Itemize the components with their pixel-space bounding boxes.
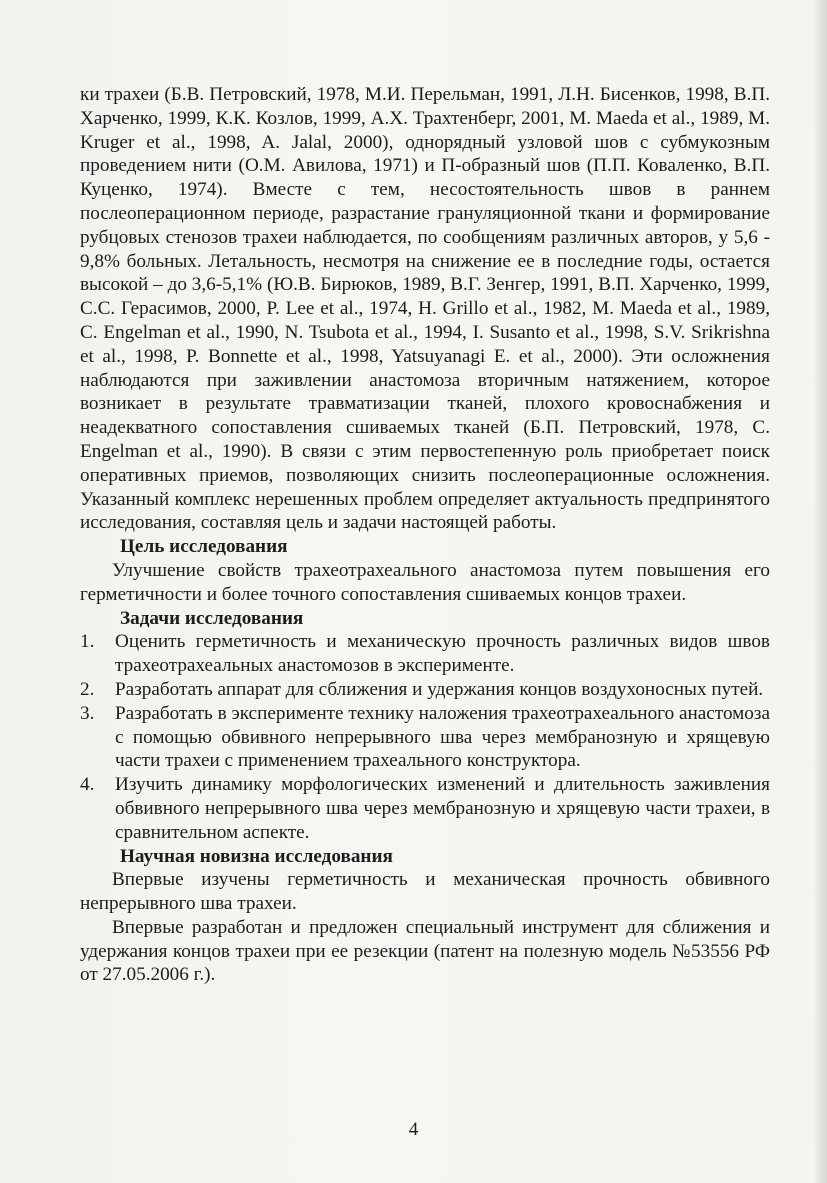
goal-paragraph: Улучшение свойств трахеотрахеального анастомоза путем повышения его герметичности и более точного сопоставления сшиваемых концов трахеи.: [80, 559, 770, 605]
page-number: 4: [408, 1119, 419, 1140]
novelty-heading: Научная новизна исследования: [120, 845, 393, 867]
intro-paragraph: ки трахеи (Б.В. Петровский, 1978, М.И. Перельман, 1991, Л.Н. Бисенков, 1998, В.П. Харченко, 1999, К.К. Козлов, 1999, А.Х. Трахтенберг, 2001, M. Maeda et al., 1989, M. Kruger et al., 1998, A. Jalal, 2000), однорядный узловой шов с субмукозным проведением нити (О.М. Авилова, 1971) и П-образный шов (П.П. Коваленко, В.П. Куценко, 1974). Вместе с тем, несостоятельность швов в раннем послеоперационном периоде, разрастание грануляционной ткани и формирование рубцовых стенозов трахеи наблюдается, по сообщениям различных авторов, у 5,6 - 9,8% больных. Летальность, несмотря на снижение ее в последние годы, остается высокой – до 3,6-5,1% (Ю.В. Бирюков, 1989, В.Г. Зенгер, 1991, В.П. Харченко, 1999, С.С. Герасимов, 2000, P. Lee et al., 1974, H. Grillo et al., 1982, M. Maeda et al., 1989, C. Engelman et al., 1990, N. Tsubota et al., 1994, I. Susanto et al., 1998, S.V. Srikrishna et al., 1998, P. Bonnette et al., 1998, Yatsuyanagi E. et al., 2000). Эти осложнения наблюдаются при заживлении анастомоза вторичным натяжением, которое возникает в результате травматизации тканей, плохого кровоснабжения и неадекватного сопоставления сшиваемых тканей (Б.П. Петровский, 1978, C. Engelman et al., 1990). В связи с этим первостепенную роль приобретает поиск оперативных приемов, позволяющих снизить послеоперационные осложнения. Указанный комплекс нерешенных проблем определяет актуальность предпринятого исследования, составляя цель и задачи настоящей работы.: [80, 84, 770, 534]
text-column: [80, 83, 770, 987]
tasks-heading: Задачи исследования: [120, 607, 304, 629]
list-item: [80, 773, 770, 844]
list-item-number: 1.: [80, 631, 95, 653]
list-item-number: 3.: [80, 702, 95, 724]
novelty-paragraph: Впервые изучены герметичность и механическая прочность обвивного непрерывного шва трахеи.: [80, 869, 770, 915]
list-item: [80, 702, 770, 773]
list-item-number: 2.: [80, 678, 95, 700]
page-edge-shadow: [813, 0, 827, 1183]
list-item-text: Разработать в эксперименте технику наложения трахеотрахеального анастомоза с помощью обвивного непрерывного шва через мембранозную и хрящевую части трахеи с применением трахеального конструктора.: [115, 702, 770, 772]
list-item: [80, 630, 770, 678]
list-item-text: Изучить динамику морфологических изменений и длительность заживления обвивного непрерывного шва через мембранозную и хрящевую части трахеи, в сравнительном аспекте.: [115, 774, 770, 843]
list-item-number: 4.: [80, 774, 95, 796]
novelty-paragraph: Впервые разработан и предложен специальный инструмент для сближения и удержания концов трахеи при ее резекции (патент на полезную модель №53556 РФ от 27.05.2006 г.).: [80, 916, 770, 986]
list-item-text: Разработать аппарат для сближения и удержания концов воздухоносных путей.: [115, 678, 764, 700]
list-item: [80, 678, 770, 702]
list-item-text: Оценить герметичность и механическую прочность различных видов швов трахеотрахеальных анастомозов в эксперименте.: [115, 631, 770, 677]
goal-heading: Цель исследования: [120, 536, 288, 558]
tasks-list: [80, 630, 770, 844]
